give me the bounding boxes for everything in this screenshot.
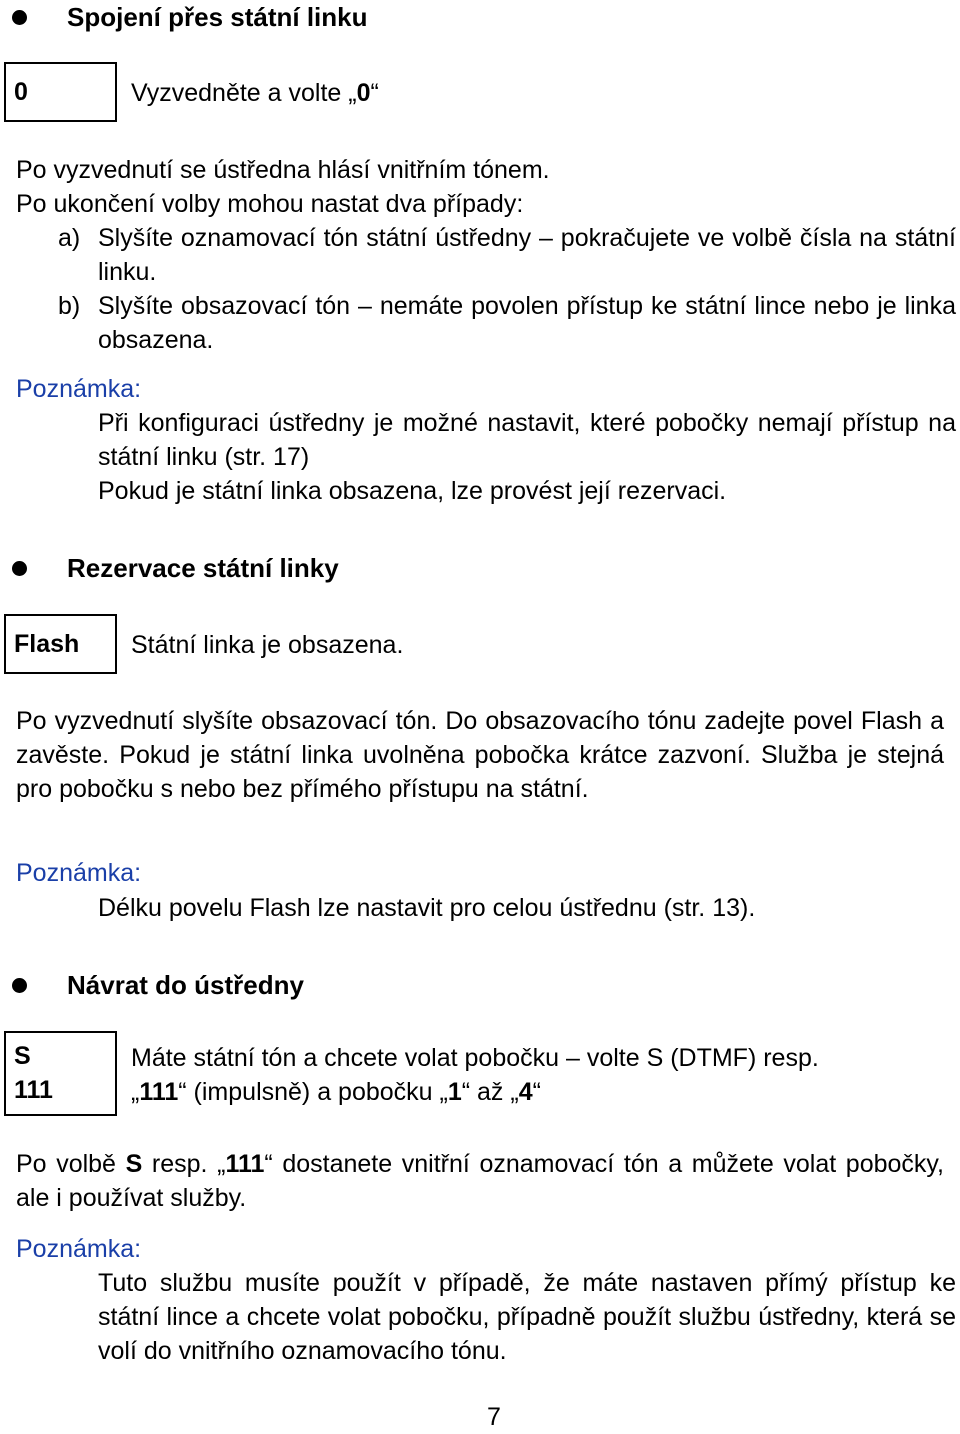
paragraph: Po vyzvednutí slyšíte obsazovací tón. Do obsazovacího tónu zadejte povel Flash a zavěste. Pokud je státní linka uvolněna pobočka krátce zazvoní. Služba je stejná pro pobočku s nebo bez přímého přístupu na státní.	[16, 707, 944, 803]
note-line: Tuto službu musíte použít v případě, že máte nastaven přímý přístup ke státní lince a chcete volat pobočku, případně použít službu ústředny, která se volí do vnitřního oznamovacího tónu.	[98, 1269, 956, 1365]
note-line: Pokud je státní linka obsazena, lze provést její rezervaci.	[98, 477, 727, 505]
note-line: Délku povelu Flash lze nastavit pro celou ústřednu (str. 13).	[98, 894, 756, 922]
bullet-icon	[12, 978, 27, 993]
key-label: 111	[14, 1076, 53, 1104]
note-body	[98, 406, 956, 508]
key-box-s-111	[4, 1031, 117, 1116]
note-body	[98, 891, 956, 925]
key-box-0	[4, 62, 117, 122]
bullet-icon	[12, 561, 27, 576]
case-list	[58, 221, 956, 357]
list-marker: a)	[58, 224, 81, 252]
section-title: Rezervace státní linky	[67, 553, 339, 583]
bullet-icon	[12, 10, 27, 25]
list-text: Slyšíte obsazovací tón – nemáte povolen přístup ke státní lince nebo je linka obsazena.	[98, 292, 956, 354]
key-description: Máte státní tón a chcete volat pobočku – volte S (DTMF) resp. „111“ (impulsně) a pobočku „1“ až „4“	[131, 1044, 819, 1106]
note-label: Poznámka:	[16, 375, 142, 403]
section-title: Návrat do ústředny	[67, 970, 304, 1000]
paragraph: Po vyzvednutí se ústředna hlásí vnitřním tónem.	[16, 156, 550, 184]
key-label: Flash	[14, 630, 80, 658]
section-heading-navrat	[12, 968, 304, 1002]
key-description: Státní linka je obsazena.	[131, 631, 404, 659]
list-text: Slyšíte oznamovací tón státní ústředny – pokračujete ve volbě čísla na státní linku.	[98, 224, 956, 286]
note-line: Při konfiguraci ústředny je možné nastavit, které pobočky nemají přístup na státní linku (str. 17)	[98, 409, 956, 471]
paragraph: Po volbě S resp. „111“ dostanete vnitřní oznamovací tón a můžete volat pobočky, ale i používat služby.	[16, 1150, 945, 1212]
section-heading-rezervace	[12, 551, 339, 585]
note-label: Poznámka:	[16, 1235, 142, 1263]
page-number: 7	[487, 1403, 501, 1431]
key-description: Vyzvedněte a volte „0“	[131, 79, 379, 107]
list-item	[58, 289, 956, 357]
key-box-flash	[4, 614, 117, 674]
list-marker: b)	[58, 292, 81, 320]
note-body	[98, 1266, 956, 1368]
key-label: S	[14, 1042, 31, 1070]
note-label: Poznámka:	[16, 859, 142, 887]
section-title: Spojení přes státní linku	[67, 2, 368, 32]
section-heading-spojeni	[12, 0, 368, 34]
list-item	[58, 221, 956, 289]
key-label: 0	[14, 78, 28, 106]
paragraph: Po ukončení volby mohou nastat dva případy:	[16, 190, 524, 218]
